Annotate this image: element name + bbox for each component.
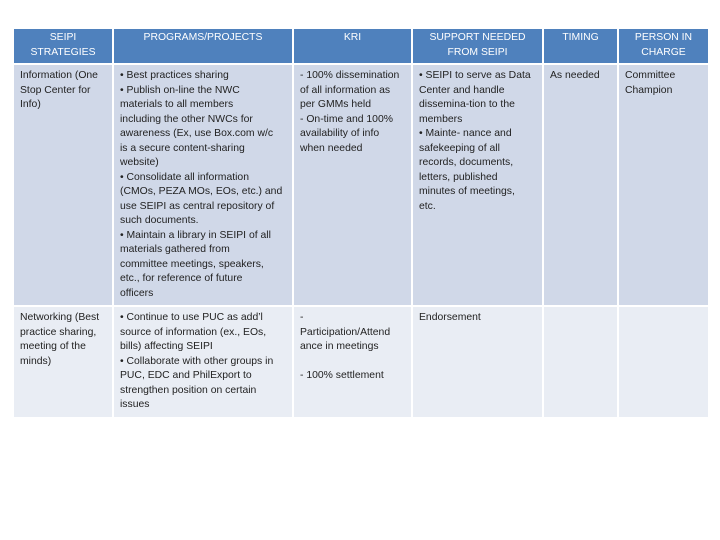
kri-cell: - Participation/Attend ance in meetings - 100% settlement bbox=[293, 306, 412, 418]
header-programs-projects: PROGRAMS/PROJECTS bbox=[113, 28, 293, 64]
support-cell: Endorsement bbox=[412, 306, 543, 418]
header-timing: TIMING bbox=[543, 28, 618, 64]
strategy-cell: Networking (Best practice sharing, meeting of the minds) bbox=[13, 306, 113, 418]
programs-cell: • Continue to use PUC as add’l source of information (ex., EOs, bills) affecting SEIPI • Collaborate with other groups in PUC, EDC and PhilExport to strengthen position on certain issues bbox=[113, 306, 293, 418]
person-cell bbox=[618, 306, 709, 418]
header-seipi-strategies: SEIPI STRATEGIES bbox=[13, 28, 113, 64]
kri-cell: - 100% dissemination of all information as per GMMs held - On-time and 100% availability of info when needed bbox=[293, 64, 412, 306]
header-support-needed: SUPPORT NEEDED FROM SEIPI bbox=[412, 28, 543, 64]
header-person-in-charge: PERSON IN CHARGE bbox=[618, 28, 709, 64]
header-kri: KRI bbox=[293, 28, 412, 64]
timing-cell: As needed bbox=[543, 64, 618, 306]
support-cell: • SEIPI to serve as Data Center and handle dissemina-tion to the members • Mainte- nance and safekeeping of all records, documents, letters, published minutes of meetings, etc. bbox=[412, 64, 543, 306]
table-row bbox=[13, 306, 709, 418]
timing-cell bbox=[543, 306, 618, 418]
person-cell: Committee Champion bbox=[618, 64, 709, 306]
strategy-cell: Information (One Stop Center for Info) bbox=[13, 64, 113, 306]
header-row bbox=[13, 28, 709, 64]
strategies-table bbox=[12, 27, 710, 419]
table-row bbox=[13, 64, 709, 306]
programs-cell: • Best practices sharing • Publish on-line the NWC materials to all members including the other NWCs for awareness (Ex, use Box.com w/c is a secure content-sharing website) • Consolidate all information (CMOs, PEZA MOs, EOs, etc.) and use SEIPI as central repository of such documents. • Maintain a library in SEIPI of all materials gathered from committee meetings, speakers, etc., for reference of future officers bbox=[113, 64, 293, 306]
